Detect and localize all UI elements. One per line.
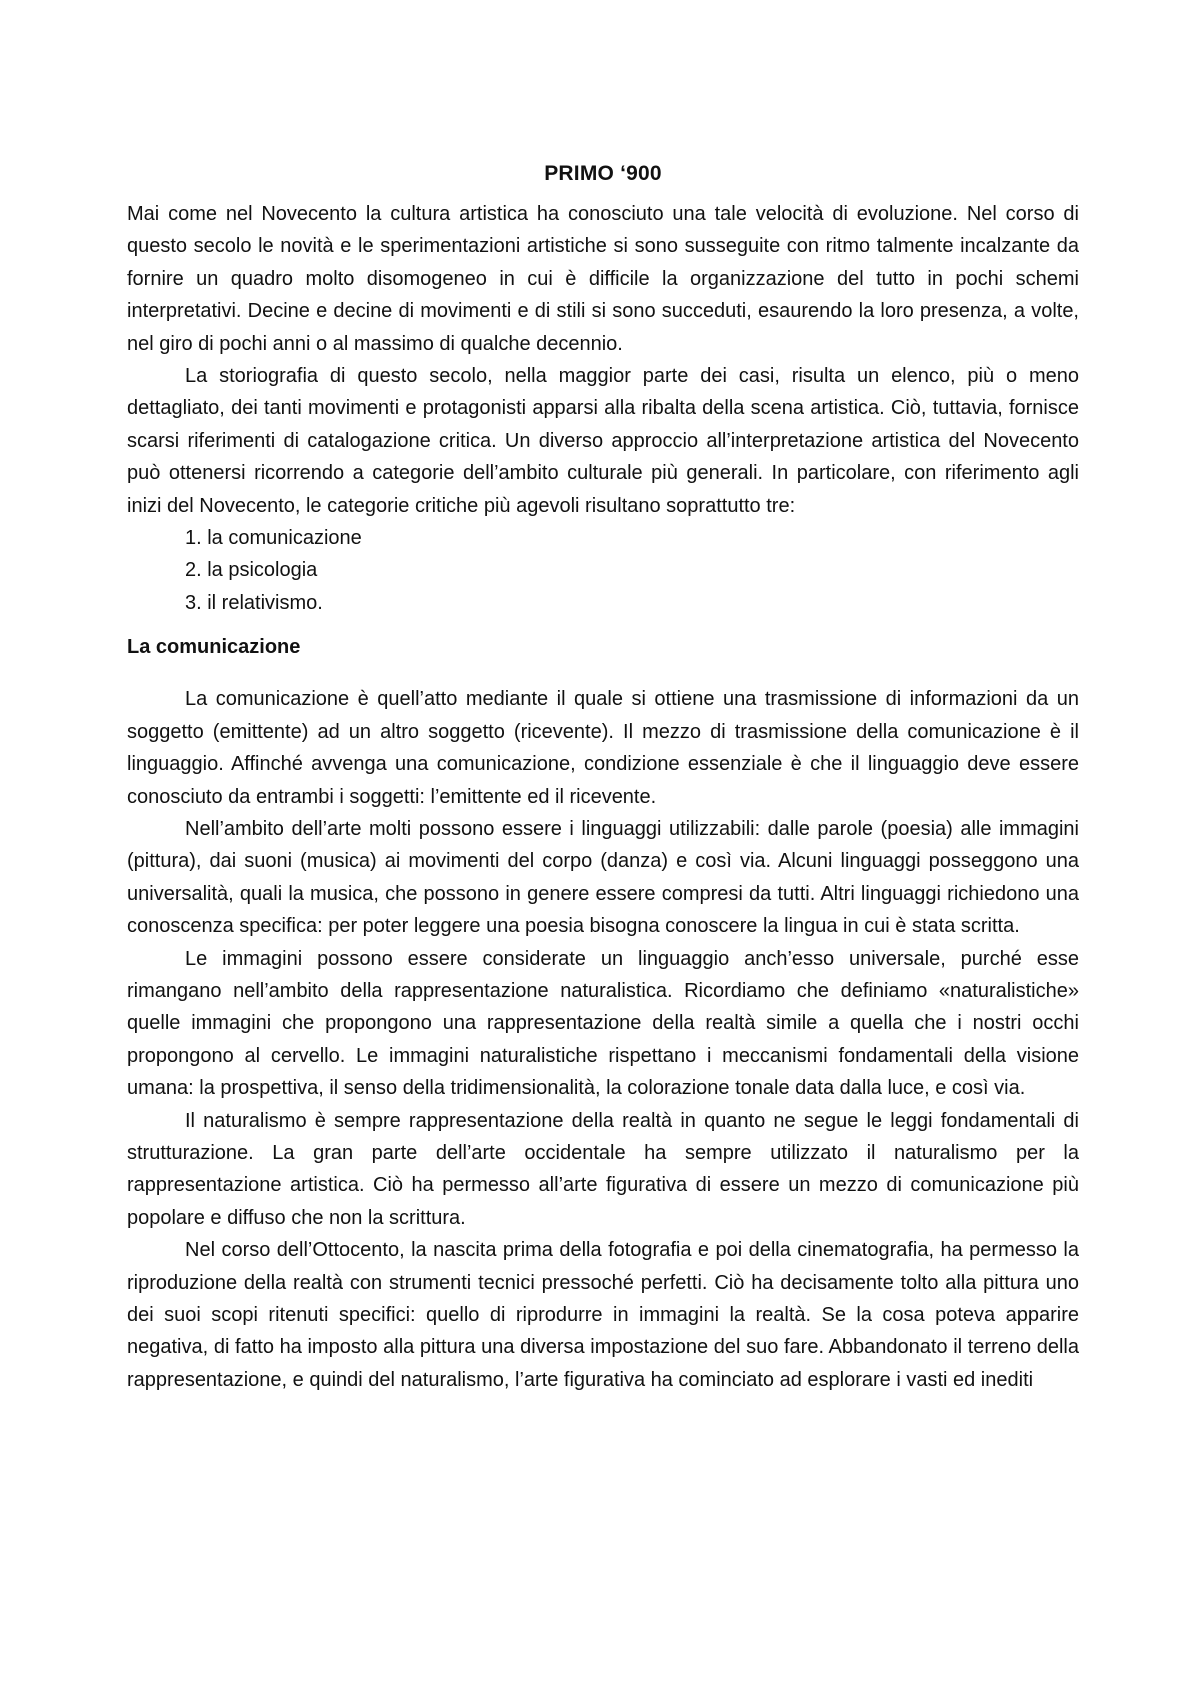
document-title: PRIMO ‘900 [544,162,662,185]
intro-paragraph-2: La storiografia di questo secolo, nella maggior parte dei casi, risulta un elenco, più o meno dettagliato, dei tanti movimenti e protagonisti apparsi alla ribalta della scena artistica. Ciò, tuttavia, fornisce scarsi riferimenti di catalogazione critica. Un diverso approccio all’interpretazione artistica del Novecento può ottenersi ricorrendo a categorie dell’ambito culturale più generali. In particolare, con riferimento agli inizi del Novecento, le categorie critiche più agevoli risultano soprattutto tre: [127,365,1079,517]
list-item: 2. la psicologia [185,559,318,582]
section-paragraph-3: Le immagini possono essere considerate un linguaggio anch’esso universale, purché esse rimangano nell’ambito della rappresentazione naturalistica. Ricordiamo che definiamo «naturalistiche» quelle immagini che propongono una rappresentazione della realtà simile a quella che i nostri occhi propongono al cervello. Le immagini naturalistiche rispettano i meccanismi fondamentali della visione umana: la prospettiva, il senso della tridimensionalità, la colorazione tonale data dalla luce, e così via. [127,947,1079,1100]
categories-list [127,522,1079,619]
section-paragraph-5: Nel corso dell’Ottocento, la nascita prima della fotografia e poi della cinematografia, ha permesso la riproduzione della realtà con strumenti tecnici pressoché perfetti. Ciò ha decisamente tolto alla pittura uno dei suoi scopi ritenuti specifici: quello di riprodurre in immagini la realtà. Se la cosa poteva apparire negativa, di fatto ha imposto alla pittura una diversa impostazione del suo fare. Abbandonato il terreno della rappresentazione, e quindi del naturalismo, l’arte figurativa ha cominciato ad esplorare i vasti ed inediti [127,1239,1079,1391]
list-item: 3. il relativismo. [185,591,323,614]
intro-paragraph-1: Mai come nel Novecento la cultura artistica ha conosciuto una tale velocità di evoluzione. Nel corso di questo secolo le novità e le sperimentazioni artistiche si sono susseguite con ritmo talmente incalzante da fornire un quadro molto disomogeneo in cui è difficile la organizzazione del tutto in pochi schemi interpretativi. Decine e decine di movimenti e di stili si sono succeduti, esaurendo la loro presenza, a volte, nel giro di pochi anni o al massimo di qualche decennio. [127,203,1079,355]
section-heading: La comunicazione [127,636,301,659]
list-item: 1. la comunicazione [185,527,362,550]
section-paragraph-1: La comunicazione è quell’atto mediante il quale si ottiene una trasmissione di informazioni da un soggetto (emittente) ad un altro soggetto (ricevente). Il mezzo di trasmissione della comunicazione è il linguaggio. Affinché avvenga una comunicazione, condizione essenziale è che il linguaggio deve essere conosciuto da entrambi i soggetti: l’emittente ed il ricevente. [127,688,1079,808]
section-paragraph-4: Il naturalismo è sempre rappresentazione della realtà in quanto ne segue le leggi fondamentali di strutturazione. La gran parte dell’arte occidentale ha sempre utilizzato il naturalismo per la rappresentazione artistica. Ciò ha permesso all’arte figurativa di essere un mezzo di comunicazione più popolare e diffuso che non la scrittura. [127,1109,1079,1229]
section-paragraph-2: Nell’ambito dell’arte molti possono essere i linguaggi utilizzabili: dalle parole (poesia) alle immagini (pittura), dai suoni (musica) ai movimenti del corpo (danza) e così via. Alcuni linguaggi posseggono una universalità, quali la musica, che possono in genere essere compresi da tutti. Altri linguaggi richiedono una conoscenza specifica: per poter leggere una poesia bisogna conoscere la lingua in cui è stata scritta. [127,817,1079,938]
